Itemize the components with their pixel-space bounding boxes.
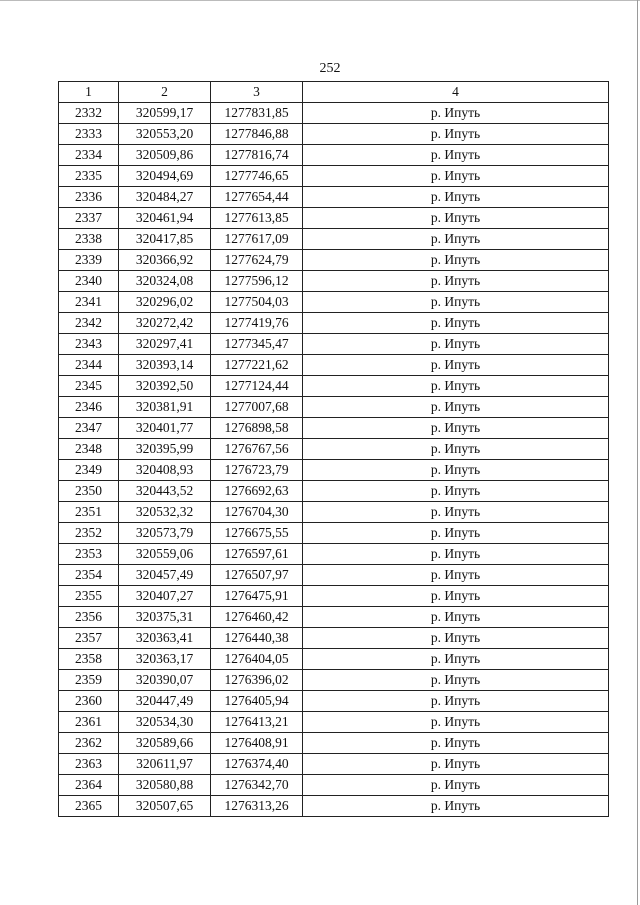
description-cell: р. Ипуть (303, 460, 609, 481)
coord-x-cell: 320408,93 (119, 460, 211, 481)
point-number-cell: 2346 (59, 397, 119, 418)
table-row (59, 418, 609, 439)
scan-edge-right (637, 0, 638, 905)
coord-y-cell: 1276404,05 (211, 649, 303, 670)
table-row (59, 649, 609, 670)
description-cell: р. Ипуть (303, 208, 609, 229)
point-number-cell: 2345 (59, 376, 119, 397)
description-cell: р. Ипуть (303, 586, 609, 607)
point-number-cell: 2337 (59, 208, 119, 229)
coord-y-cell: 1276597,61 (211, 544, 303, 565)
point-number-cell: 2364 (59, 775, 119, 796)
coord-x-cell: 320553,20 (119, 124, 211, 145)
coord-y-cell: 1277504,03 (211, 292, 303, 313)
coord-x-cell: 320381,91 (119, 397, 211, 418)
point-number-cell: 2341 (59, 292, 119, 313)
description-cell: р. Ипуть (303, 481, 609, 502)
description-cell: р. Ипуть (303, 691, 609, 712)
table-row (59, 670, 609, 691)
point-number-cell: 2335 (59, 166, 119, 187)
description-cell: р. Ипуть (303, 502, 609, 523)
coord-y-cell: 1276440,38 (211, 628, 303, 649)
description-cell: р. Ипуть (303, 628, 609, 649)
page-number: 252 (319, 61, 341, 76)
description-cell: р. Ипуть (303, 565, 609, 586)
table-row (59, 481, 609, 502)
table-row (59, 250, 609, 271)
point-number-cell: 2339 (59, 250, 119, 271)
coord-y-cell: 1277596,12 (211, 271, 303, 292)
table-row (59, 334, 609, 355)
coord-y-cell: 1276313,26 (211, 796, 303, 817)
point-number-cell: 2358 (59, 649, 119, 670)
coord-y-cell: 1277816,74 (211, 145, 303, 166)
coord-x-cell: 320443,52 (119, 481, 211, 502)
description-cell: р. Ипуть (303, 523, 609, 544)
coord-y-cell: 1277831,85 (211, 103, 303, 124)
coord-x-cell: 320401,77 (119, 418, 211, 439)
description-cell: р. Ипуть (303, 229, 609, 250)
point-number-cell: 2354 (59, 565, 119, 586)
table-row (59, 607, 609, 628)
table-row (59, 565, 609, 586)
table-row (59, 796, 609, 817)
point-number-cell: 2365 (59, 796, 119, 817)
point-number-cell: 2355 (59, 586, 119, 607)
coord-y-cell: 1276408,91 (211, 733, 303, 754)
coord-y-cell: 1277345,47 (211, 334, 303, 355)
coord-x-cell: 320393,14 (119, 355, 211, 376)
table-row (59, 103, 609, 124)
description-cell: р. Ипуть (303, 271, 609, 292)
point-number-cell: 2336 (59, 187, 119, 208)
coord-y-cell: 1276507,97 (211, 565, 303, 586)
point-number-cell: 2333 (59, 124, 119, 145)
table-row (59, 502, 609, 523)
coord-y-cell: 1276342,70 (211, 775, 303, 796)
header-row (59, 82, 609, 103)
point-number-cell: 2363 (59, 754, 119, 775)
coord-x-cell: 320363,41 (119, 628, 211, 649)
coord-x-cell: 320297,41 (119, 334, 211, 355)
coord-x-cell: 320580,88 (119, 775, 211, 796)
point-number-cell: 2338 (59, 229, 119, 250)
description-cell: р. Ипуть (303, 187, 609, 208)
coord-x-cell: 320457,49 (119, 565, 211, 586)
coord-x-cell: 320507,65 (119, 796, 211, 817)
coord-x-cell: 320532,32 (119, 502, 211, 523)
description-cell: р. Ипуть (303, 334, 609, 355)
coord-x-cell: 320395,99 (119, 439, 211, 460)
coord-x-cell: 320417,85 (119, 229, 211, 250)
table-row (59, 313, 609, 334)
table-row (59, 586, 609, 607)
coord-y-cell: 1276460,42 (211, 607, 303, 628)
column-header-x: 2 (119, 82, 211, 103)
coord-x-cell: 320392,50 (119, 376, 211, 397)
point-number-cell: 2334 (59, 145, 119, 166)
table-row (59, 628, 609, 649)
description-cell: р. Ипуть (303, 397, 609, 418)
table-row (59, 439, 609, 460)
point-number-cell: 2352 (59, 523, 119, 544)
description-cell: р. Ипуть (303, 439, 609, 460)
coord-y-cell: 1276374,40 (211, 754, 303, 775)
point-number-cell: 2351 (59, 502, 119, 523)
table-row (59, 355, 609, 376)
coord-x-cell: 320375,31 (119, 607, 211, 628)
column-header-y: 3 (211, 82, 303, 103)
coord-y-cell: 1276475,91 (211, 586, 303, 607)
coord-x-cell: 320390,07 (119, 670, 211, 691)
coord-y-cell: 1276405,94 (211, 691, 303, 712)
description-cell: р. Ипуть (303, 670, 609, 691)
coord-x-cell: 320559,06 (119, 544, 211, 565)
table-row (59, 397, 609, 418)
coord-y-cell: 1276723,79 (211, 460, 303, 481)
coord-x-cell: 320407,27 (119, 586, 211, 607)
description-cell: р. Ипуть (303, 145, 609, 166)
description-cell: р. Ипуть (303, 607, 609, 628)
coord-y-cell: 1276396,02 (211, 670, 303, 691)
description-cell: р. Ипуть (303, 355, 609, 376)
coord-x-cell: 320611,97 (119, 754, 211, 775)
table-row (59, 229, 609, 250)
coord-y-cell: 1276898,58 (211, 418, 303, 439)
point-number-cell: 2356 (59, 607, 119, 628)
table-row (59, 733, 609, 754)
description-cell: р. Ипуть (303, 733, 609, 754)
table-row (59, 376, 609, 397)
point-number-cell: 2361 (59, 712, 119, 733)
table-row (59, 145, 609, 166)
description-cell: р. Ипуть (303, 775, 609, 796)
table-row (59, 544, 609, 565)
description-cell: р. Ипуть (303, 166, 609, 187)
coord-x-cell: 320447,49 (119, 691, 211, 712)
coord-y-cell: 1277007,68 (211, 397, 303, 418)
coord-x-cell: 320296,02 (119, 292, 211, 313)
coord-y-cell: 1276704,30 (211, 502, 303, 523)
description-cell: р. Ипуть (303, 250, 609, 271)
coord-y-cell: 1277419,76 (211, 313, 303, 334)
table-row (59, 166, 609, 187)
description-cell: р. Ипуть (303, 124, 609, 145)
column-header-point: 1 (59, 82, 119, 103)
scan-edge-top (0, 0, 640, 1)
description-cell: р. Ипуть (303, 103, 609, 124)
coord-x-cell: 320589,66 (119, 733, 211, 754)
table-row (59, 208, 609, 229)
coordinates-table (58, 81, 609, 817)
point-number-cell: 2359 (59, 670, 119, 691)
description-cell: р. Ипуть (303, 418, 609, 439)
coord-x-cell: 320484,27 (119, 187, 211, 208)
point-number-cell: 2349 (59, 460, 119, 481)
point-number-cell: 2350 (59, 481, 119, 502)
point-number-cell: 2357 (59, 628, 119, 649)
point-number-cell: 2360 (59, 691, 119, 712)
coord-y-cell: 1277654,44 (211, 187, 303, 208)
point-number-cell: 2344 (59, 355, 119, 376)
description-cell: р. Ипуть (303, 292, 609, 313)
table-row (59, 523, 609, 544)
coord-x-cell: 320534,30 (119, 712, 211, 733)
coord-x-cell: 320461,94 (119, 208, 211, 229)
coord-y-cell: 1277221,62 (211, 355, 303, 376)
coord-x-cell: 320494,69 (119, 166, 211, 187)
coord-y-cell: 1277846,88 (211, 124, 303, 145)
coord-x-cell: 320324,08 (119, 271, 211, 292)
coord-x-cell: 320573,79 (119, 523, 211, 544)
coord-y-cell: 1277617,09 (211, 229, 303, 250)
column-header-description: 4 (303, 82, 609, 103)
point-number-cell: 2353 (59, 544, 119, 565)
coord-x-cell: 320272,42 (119, 313, 211, 334)
point-number-cell: 2332 (59, 103, 119, 124)
coord-y-cell: 1277746,65 (211, 166, 303, 187)
point-number-cell: 2362 (59, 733, 119, 754)
table-row (59, 775, 609, 796)
description-cell: р. Ипуть (303, 649, 609, 670)
description-cell: р. Ипуть (303, 796, 609, 817)
description-cell: р. Ипуть (303, 544, 609, 565)
coord-y-cell: 1277613,85 (211, 208, 303, 229)
coord-x-cell: 320366,92 (119, 250, 211, 271)
description-cell: р. Ипуть (303, 712, 609, 733)
table-row (59, 271, 609, 292)
point-number-cell: 2342 (59, 313, 119, 334)
table-row (59, 691, 609, 712)
description-cell: р. Ипуть (303, 376, 609, 397)
table-row (59, 124, 609, 145)
point-number-cell: 2343 (59, 334, 119, 355)
coord-x-cell: 320509,86 (119, 145, 211, 166)
coord-y-cell: 1276413,21 (211, 712, 303, 733)
table-row (59, 292, 609, 313)
coord-y-cell: 1277124,44 (211, 376, 303, 397)
coord-y-cell: 1276692,63 (211, 481, 303, 502)
point-number-cell: 2348 (59, 439, 119, 460)
coord-y-cell: 1276767,56 (211, 439, 303, 460)
coord-y-cell: 1276675,55 (211, 523, 303, 544)
table-row (59, 712, 609, 733)
point-number-cell: 2347 (59, 418, 119, 439)
table-row (59, 187, 609, 208)
coord-y-cell: 1277624,79 (211, 250, 303, 271)
table-row (59, 754, 609, 775)
description-cell: р. Ипуть (303, 754, 609, 775)
description-cell: р. Ипуть (303, 313, 609, 334)
point-number-cell: 2340 (59, 271, 119, 292)
table-row (59, 460, 609, 481)
coord-x-cell: 320363,17 (119, 649, 211, 670)
coord-x-cell: 320599,17 (119, 103, 211, 124)
